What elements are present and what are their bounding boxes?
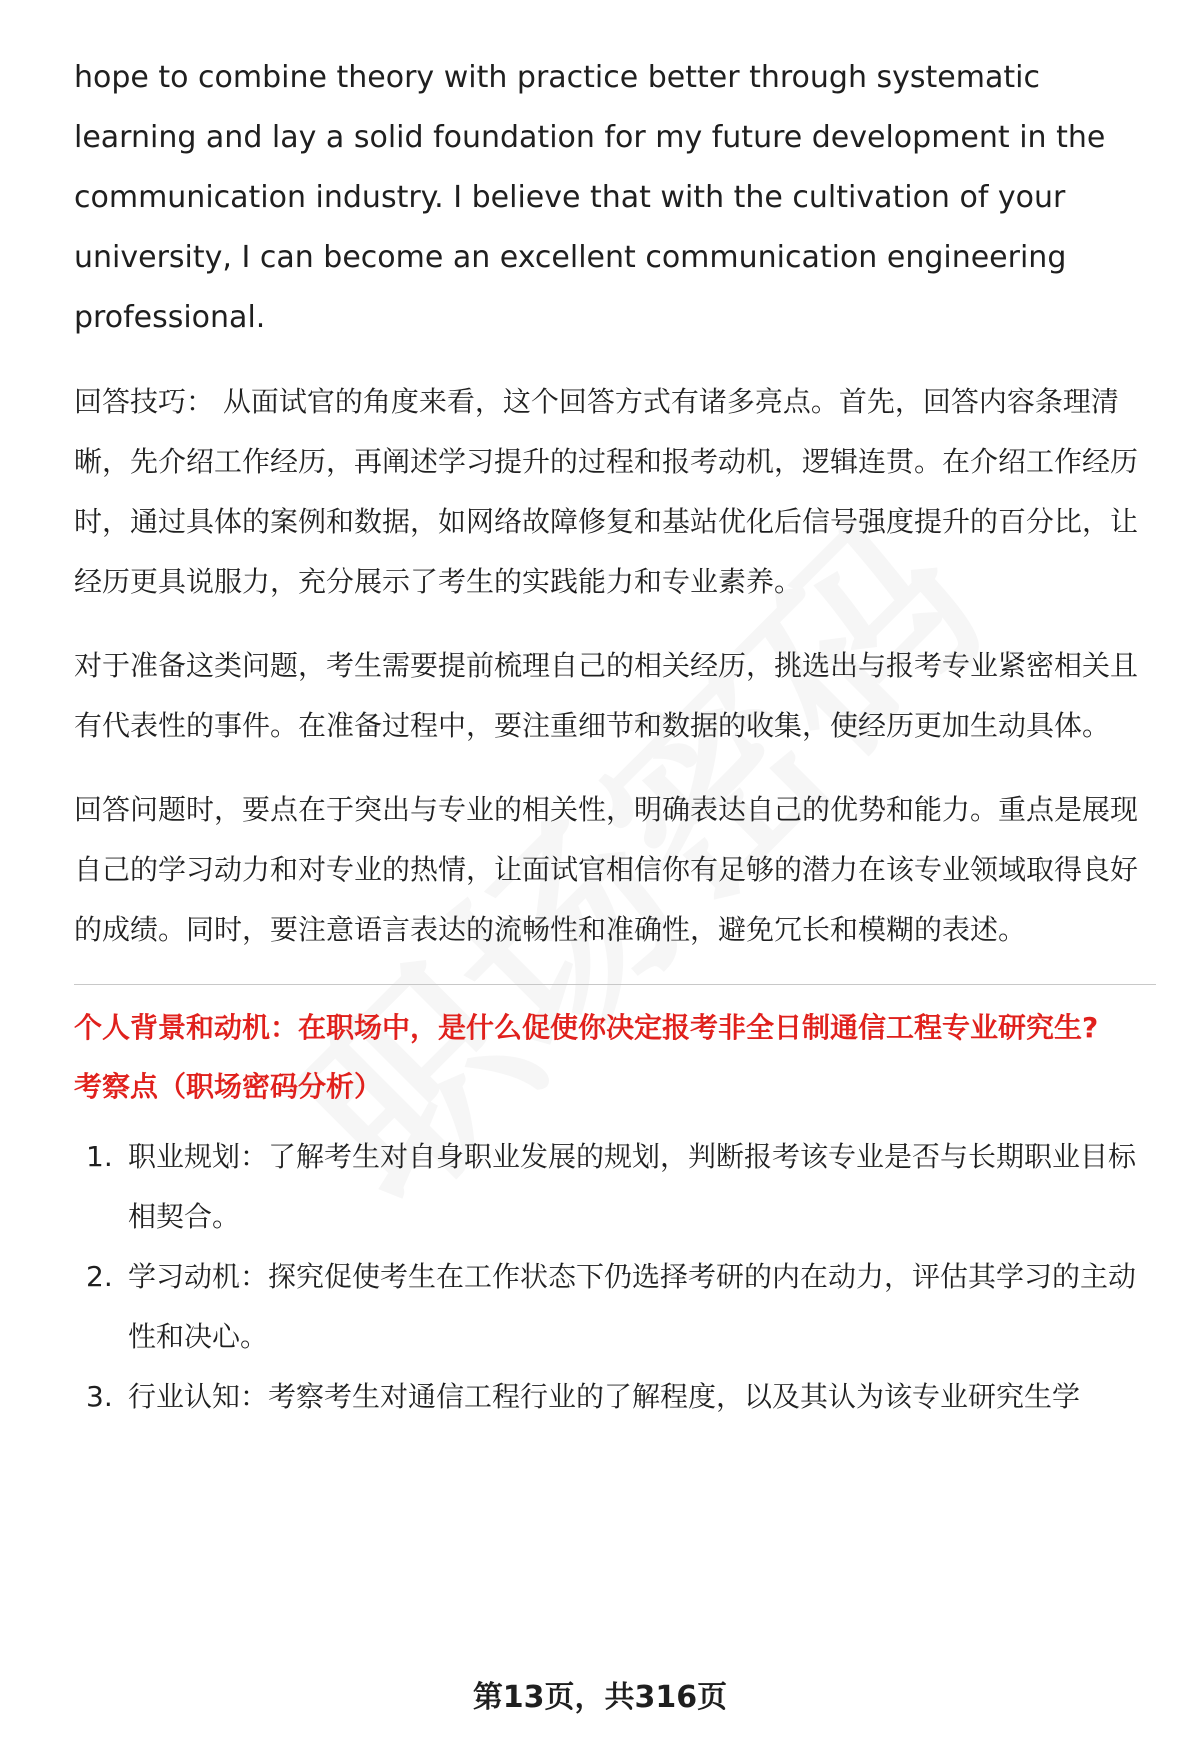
list-item-number: 3. — [86, 1380, 113, 1413]
list-item-number: 2. — [86, 1260, 113, 1293]
preparation-paragraph: 对于准备这类问题，考生需要提前梳理自己的相关经历，挑选出与报考专业紧密相关且有代表性的事件。在准备过程中，要注重细节和数据的收集，使经历更加生动具体。 — [74, 649, 1139, 742]
list-item — [74, 1367, 1156, 1427]
list-item-text: 职业规划：了解考生对自身职业发展的规划，判断报考该专业是否与长期职业目标相契合。 — [128, 1140, 1137, 1233]
section-divider — [74, 984, 1156, 985]
assessment-points-heading: 考察点（职场密码分析） — [74, 1070, 383, 1103]
list-item — [74, 1247, 1156, 1367]
list-item — [74, 1127, 1156, 1247]
list-item-text: 学习动机：探究促使考生在工作状态下仍选择考研的内在动力，评估其学习的主动性和决心。 — [128, 1260, 1137, 1353]
list-item-number: 1. — [86, 1140, 113, 1173]
document-page — [74, 48, 1156, 1427]
page-footer: 第13页，共316页 — [472, 1680, 728, 1715]
list-item-text: 行业认知：考察考生对通信工程行业的了解程度，以及其认为该专业研究生学 — [128, 1380, 1081, 1413]
english-answer-paragraph: hope to combine theory with practice better through systematic learning and lay a solid foundation for my future development in the communication industry. I believe that with the cultivation of your university, I can become an excellent communication engineering professional. — [74, 60, 1106, 335]
assessment-points-list — [74, 1127, 1156, 1427]
answering-paragraph: 回答问题时，要点在于突出与专业的相关性，明确表达自己的优势和能力。重点是展现自己的学习动力和对专业的热情，让面试官相信你有足够的潜力在该专业领域取得良好的成绩。同时，要注意语言表达的流畅性和准确性，避免冗长和模糊的表述。 — [74, 793, 1139, 946]
tips-paragraph: 回答技巧： 从面试官的角度来看，这个回答方式有诸多亮点。首先，回答内容条理清晰，先介绍工作经历，再阐述学习提升的过程和报考动机，逻辑连贯。在介绍工作经历时，通过具体的案例和数据，如网络故障修复和基站优化后信号强度提升的百分比，让经历更具说服力，充分展示了考生的实践能力和专业素养。 — [74, 385, 1139, 598]
question-heading: 个人背景和动机：在职场中，是什么促使你决定报考非全日制通信工程专业研究生? — [74, 1011, 1099, 1044]
